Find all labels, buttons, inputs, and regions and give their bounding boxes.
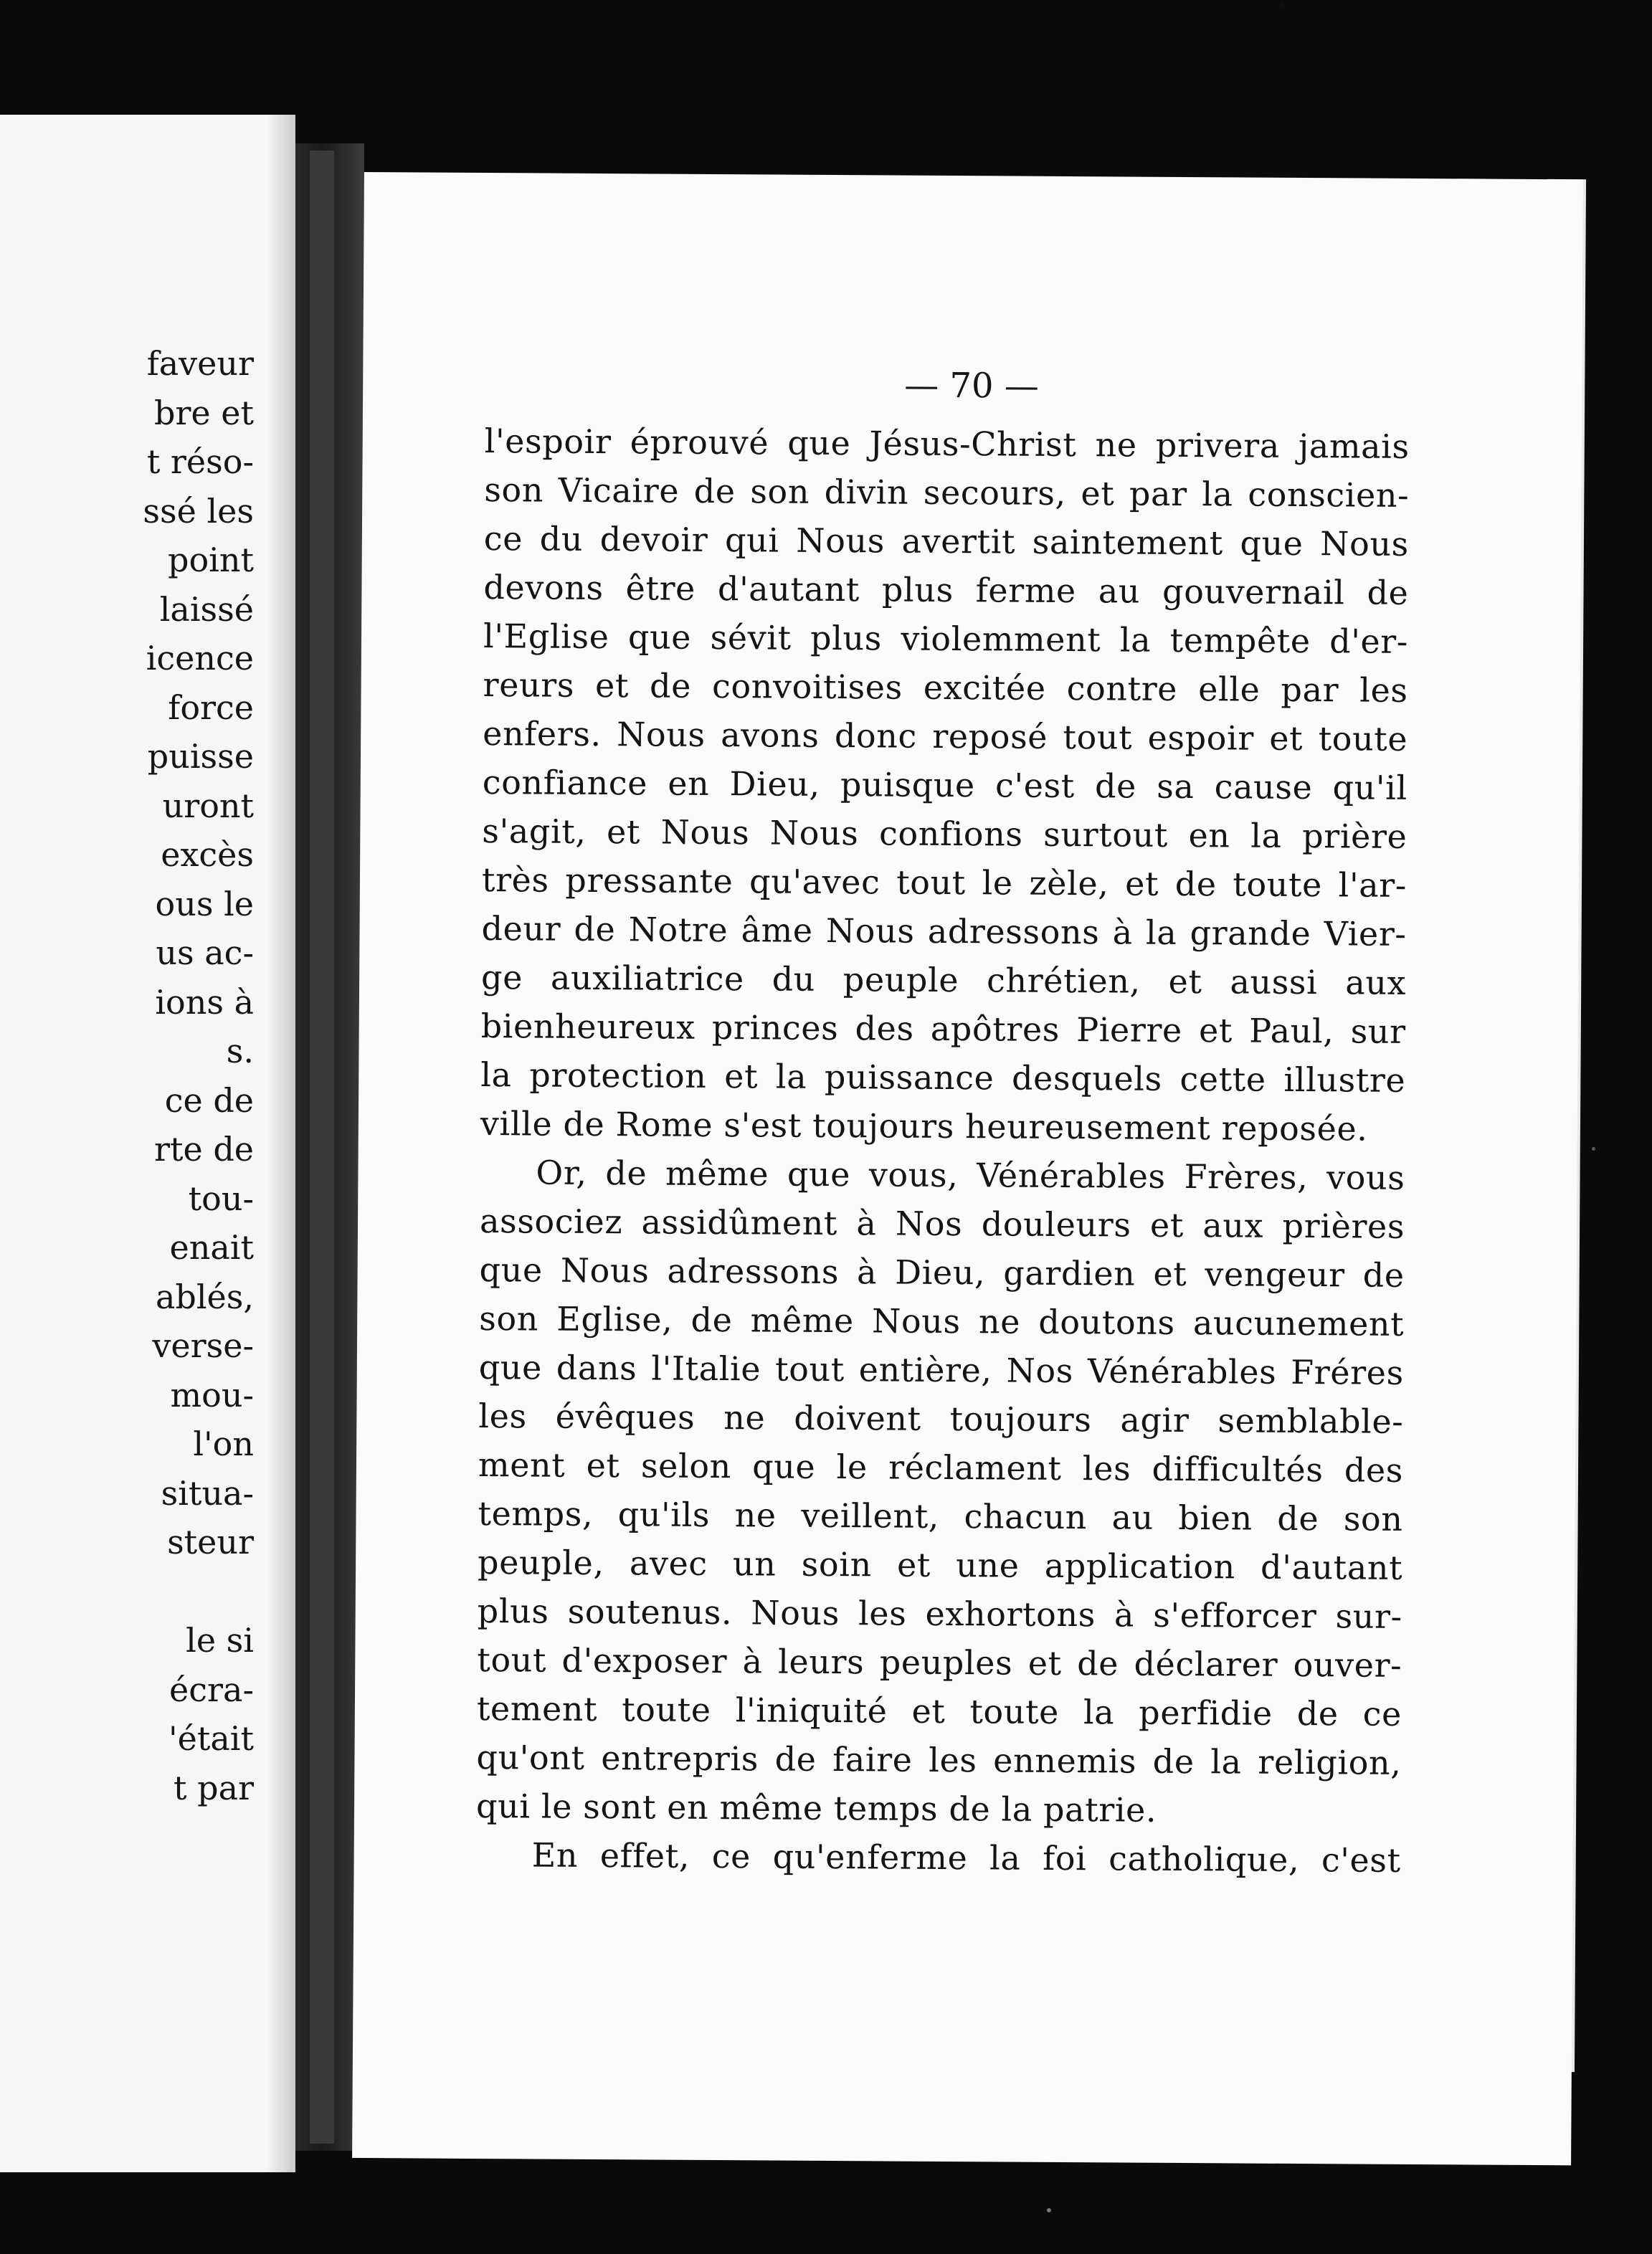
body-line: temps, qu'ils ne veillent, chacun au bien de son xyxy=(478,1494,1403,1539)
left-page-line: verse- xyxy=(152,1326,254,1365)
left-page-line: laissé xyxy=(159,589,254,629)
left-page-line: force xyxy=(168,688,254,727)
left-page-line: faveur xyxy=(146,344,254,383)
left-page-line: rte de xyxy=(154,1130,254,1169)
left-page-line: l'on xyxy=(193,1425,254,1463)
body-line: tement toute l'iniquité et toute la perfidie de ce xyxy=(476,1688,1402,1734)
dust-speck xyxy=(1592,1147,1595,1151)
body-line: deur de Notre âme Nous adressons à la grande Vier- xyxy=(481,909,1407,954)
body-line: plus soutenus. Nous les exhortons à s'efforcer sur- xyxy=(477,1592,1402,1636)
body-line: la protection et la puissance desquels cette illustre xyxy=(480,1055,1406,1100)
left-page-line: tou- xyxy=(188,1179,254,1218)
left-page-line: us ac- xyxy=(156,933,254,972)
body-line: très pressante qu'avec tout le zèle, et de toute l'ar- xyxy=(481,860,1407,905)
left-page-line: ous le xyxy=(155,884,254,923)
body-line: ment et selon que le réclament les difficultés des xyxy=(478,1445,1404,1490)
body-line: Or, de même que vous, Vénérables Frères, vous xyxy=(536,1153,1405,1197)
left-page-line: t par xyxy=(174,1768,254,1807)
left-page-line: le si xyxy=(186,1621,254,1660)
body-line: En effet, ce qu'enferme la foi catholique, c'est xyxy=(531,1835,1401,1880)
left-page-line: t réso- xyxy=(146,442,254,481)
body-line: ce du devoir qui Nous avertit saintement que Nous xyxy=(483,519,1410,564)
left-page-line: ssé les xyxy=(143,491,254,531)
left-page-line: excès xyxy=(161,835,254,874)
body-line: qu'ont entrepris de faire les ennemis de la religion, xyxy=(476,1737,1402,1782)
body-line: peuple, avec un soin et une application d'autant xyxy=(477,1543,1403,1587)
page-number: — 70 — xyxy=(904,365,1039,406)
left-page-line: icence xyxy=(146,639,254,677)
body-line: les évêques ne doivent toujours agir semblable- xyxy=(478,1397,1404,1441)
dust-speck xyxy=(1047,2208,1051,2212)
left-page-line: ions à xyxy=(155,982,254,1022)
body-line: confiance en Dieu, puisque c'est de sa cause qu'il xyxy=(482,763,1407,807)
body-line: tout d'exposer à leurs peuples et de déclarer ouver- xyxy=(477,1640,1402,1685)
left-page-line: puisse xyxy=(147,737,254,776)
left-page-line: point xyxy=(168,541,254,579)
left-page-line: bre et xyxy=(154,393,254,432)
body-line: son Eglise, de même Nous ne doutons aucunement xyxy=(479,1299,1405,1344)
left-page-line: enait xyxy=(169,1228,254,1267)
body-line: s'agit, et Nous Nous confions surtout en la prière xyxy=(482,812,1407,856)
left-page-line: 'était xyxy=(168,1719,254,1758)
left-page-line: steur xyxy=(167,1523,254,1561)
left-page-line: uront xyxy=(162,786,254,825)
body-line: l'espoir éprouvé que Jésus-Christ ne privera jamais xyxy=(484,422,1410,466)
body-line: ge auxiliatrice du peuple chrétien, et aussi aux xyxy=(480,958,1407,1002)
left-page-shadow xyxy=(267,115,295,2172)
left-page-line: écra- xyxy=(169,1670,254,1709)
body-line: l'Eglise que sévit plus violemment la tempête d'er- xyxy=(483,617,1409,661)
body-line: enfers. Nous avons donc reposé tout espoir et toute xyxy=(483,714,1408,759)
body-line: reurs et de convoitises excitée contre elle par les xyxy=(483,665,1408,710)
left-page-line: situa- xyxy=(161,1473,254,1513)
left-page xyxy=(0,115,295,2172)
body-line: devons être d'autant plus ferme au gouvernail de xyxy=(483,568,1409,612)
left-page-line: ce de xyxy=(164,1080,254,1120)
gutter-edge xyxy=(310,151,334,2144)
body-line: son Vicaire de son divin secours, et par la conscien- xyxy=(484,470,1410,515)
body-line: que Nous adressons à Dieu, gardien et vengeur de xyxy=(479,1250,1405,1295)
body-line: bienheureux princes des apôtres Pierre et Paul, sur xyxy=(480,1007,1406,1051)
left-page-line: s. xyxy=(226,1032,254,1070)
body-line: associez assidûment à Nos douleurs et aux prières xyxy=(479,1202,1405,1246)
dust-speck xyxy=(1281,3,1285,7)
left-page-line: mou- xyxy=(170,1375,254,1414)
body-line: que dans l'Italie tout entière, Nos Vénérables Fréres xyxy=(478,1348,1404,1392)
left-page-line: ablés, xyxy=(155,1277,254,1316)
body-line: ville de Rome s'est toujours heureusement reposée. xyxy=(480,1104,1368,1149)
body-line: qui le sont en même temps de la patrie. xyxy=(475,1786,1157,1830)
page-body-text xyxy=(475,417,1409,1885)
right-page xyxy=(352,172,1583,2165)
